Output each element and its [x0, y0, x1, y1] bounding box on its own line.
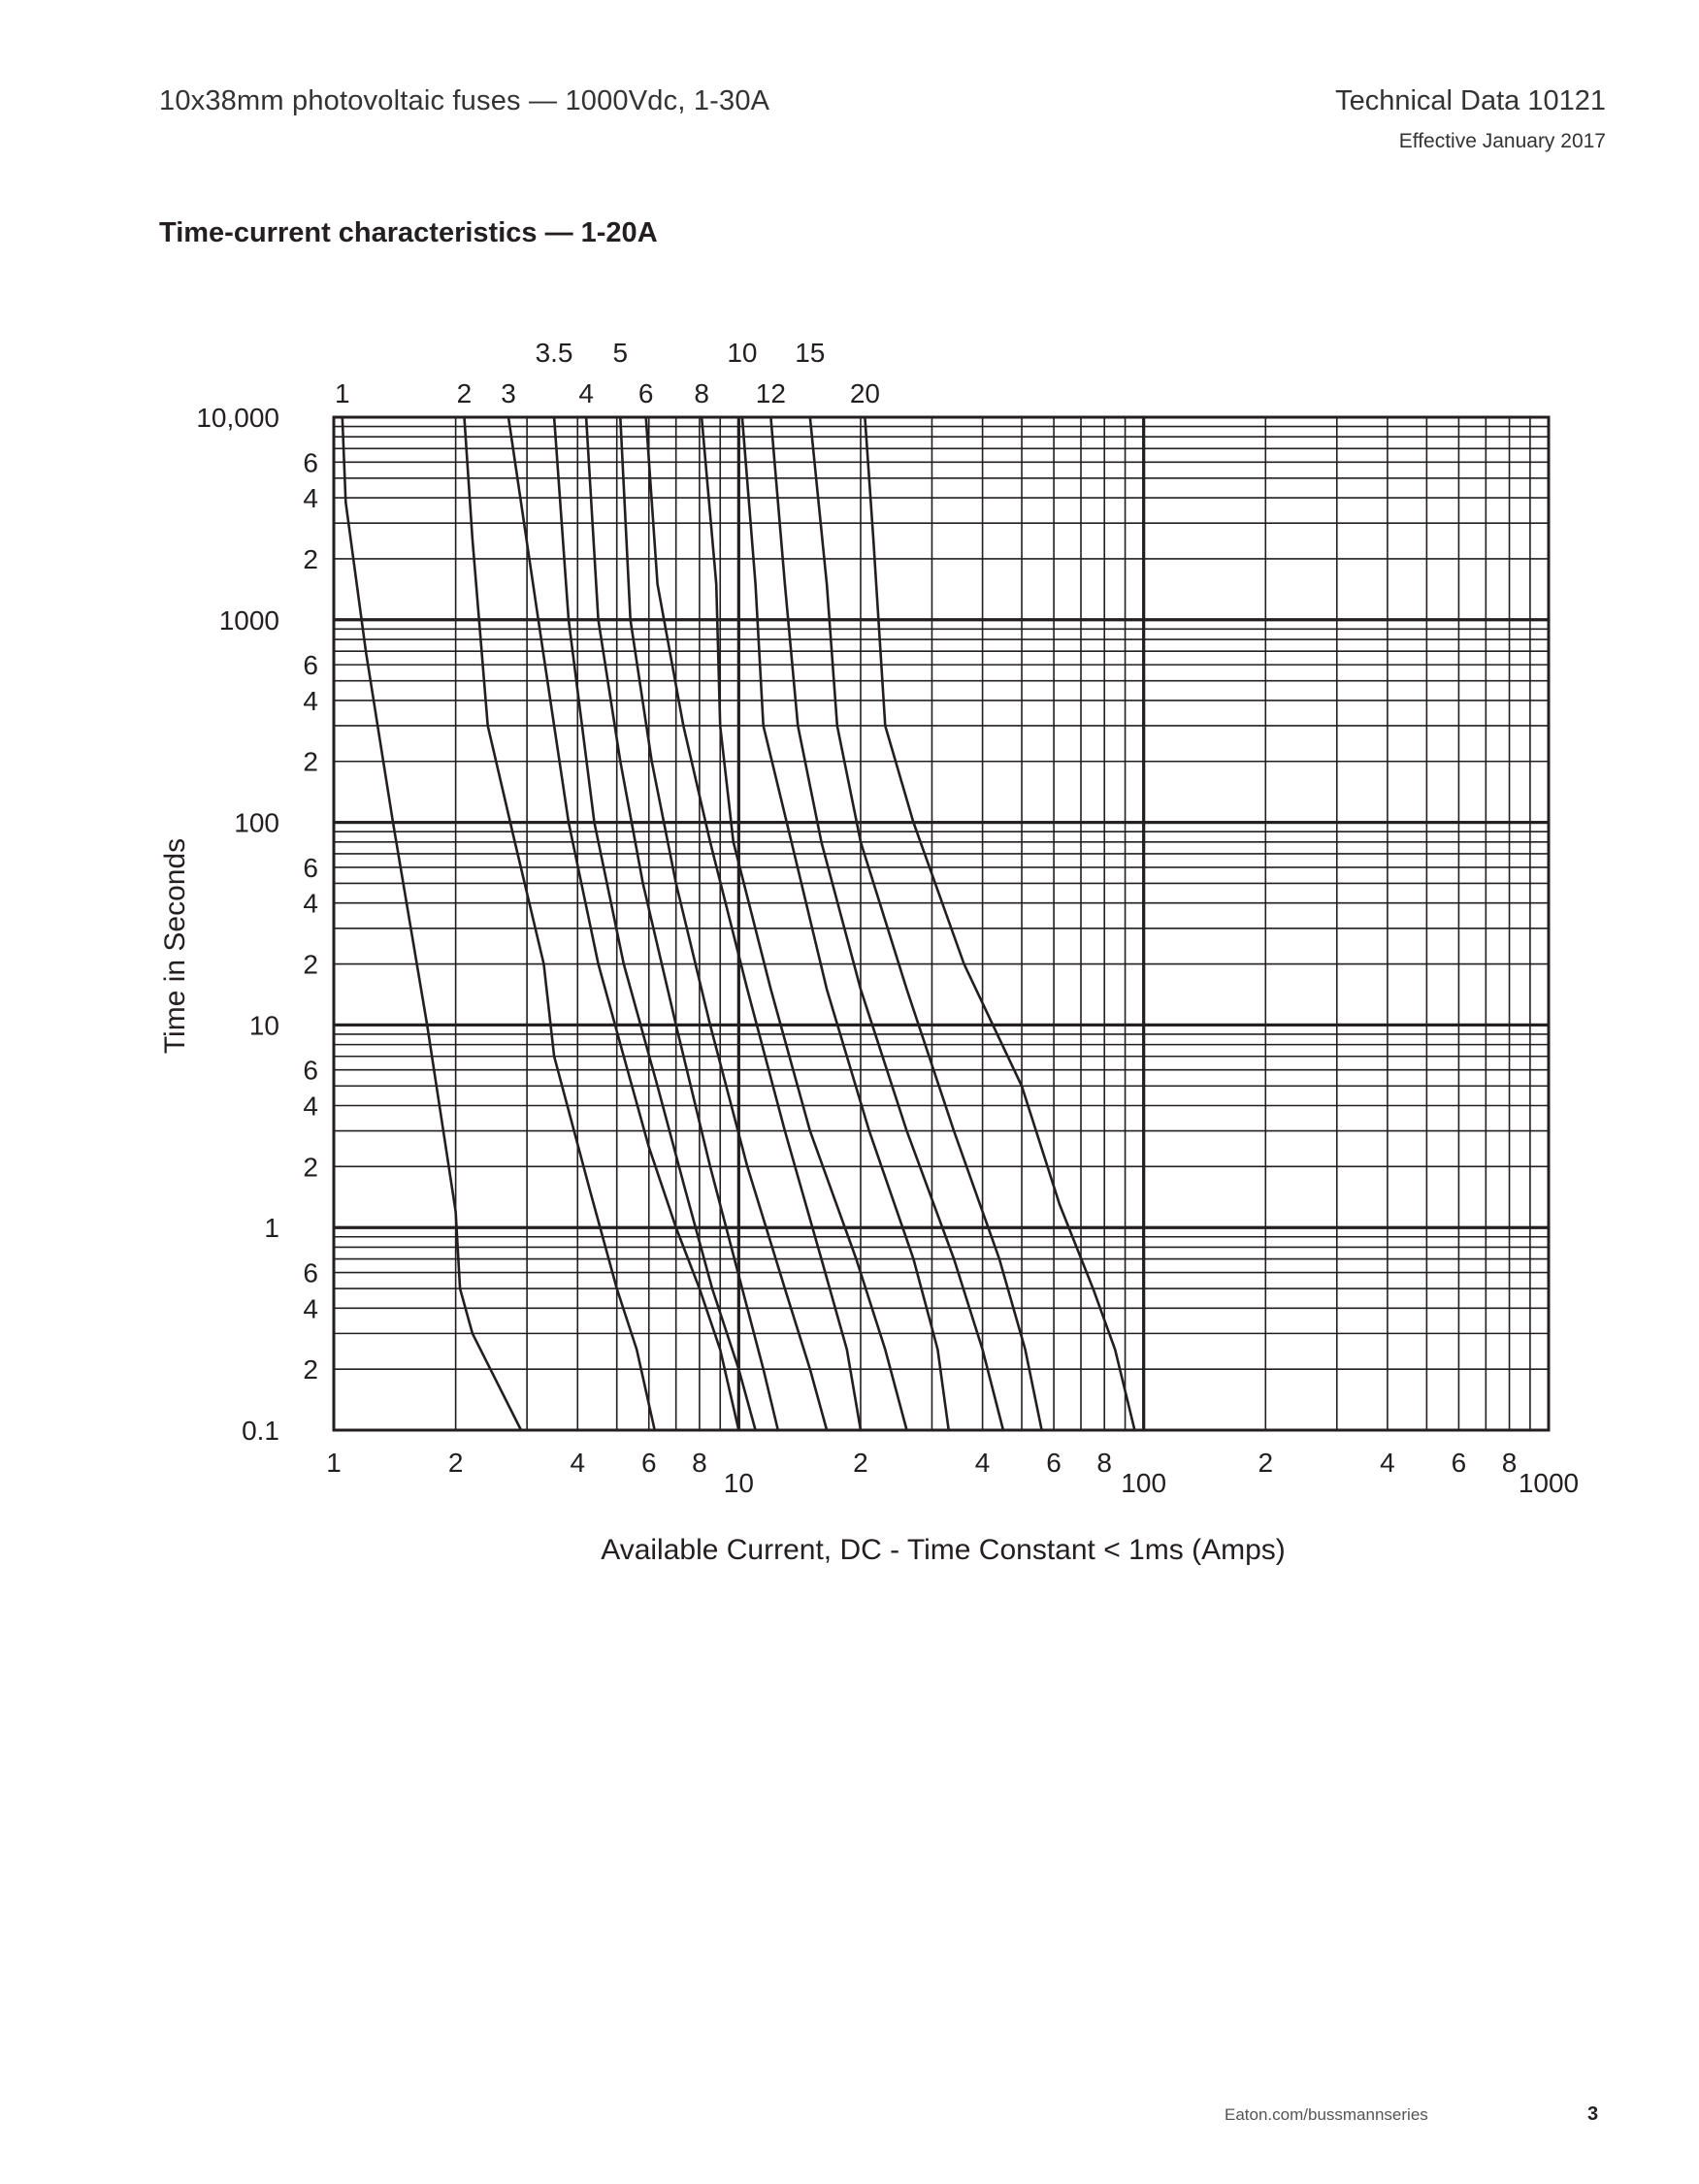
grid-lines: [334, 417, 1549, 1430]
fuse-curve-20a: [865, 417, 1134, 1430]
y-axis-title: Time in Seconds: [159, 837, 191, 1055]
x-major-tick-label: 100: [1121, 1468, 1167, 1498]
fuse-curve-15a: [810, 417, 1042, 1430]
fuse-curve-10a: [742, 417, 949, 1430]
curve-rating-label: 1: [335, 378, 350, 408]
y-minor-tick-label: 2: [303, 1152, 318, 1183]
x-minor-tick-label: 8: [1501, 1448, 1518, 1478]
fuse-curve-1a: [343, 417, 521, 1430]
y-minor-tick-label: 6: [303, 447, 318, 478]
footer-url[interactable]: Eaton.com/bussmannseries: [1225, 2105, 1428, 2124]
x-minor-tick-label: 2: [853, 1448, 868, 1478]
x-minor-tick-label: 6: [640, 1448, 657, 1478]
y-minor-tick-label: 2: [303, 949, 318, 980]
x-minor-tick-label: 6: [1046, 1448, 1062, 1478]
curve-rating-label: 6: [637, 378, 654, 408]
y-minor-tick-label: 2: [303, 543, 318, 574]
axis-labels: [159, 338, 1579, 1566]
fuse-curve-3_5a: [554, 417, 756, 1430]
y-minor-tick-label: 4: [303, 888, 318, 919]
curve-rating-label: 15: [795, 338, 826, 368]
x-minor-tick-label: 4: [570, 1448, 586, 1478]
document-title: 10x38mm photovoltaic fuses — 1000Vdc, 1-30A: [159, 85, 770, 116]
x-major-tick-label: 1: [326, 1448, 342, 1478]
curve-rating-label: 12: [755, 378, 786, 408]
y-minor-tick-label: 4: [303, 685, 318, 716]
y-minor-tick-label: 4: [303, 1293, 318, 1324]
y-minor-tick-label: 2: [303, 1354, 318, 1385]
curve-rating-label: 8: [694, 378, 709, 408]
x-axis-title: Available Current, DC - Time Constant < 1ms (Amps): [601, 1534, 1286, 1566]
technical-data-number: Technical Data 10121: [1335, 85, 1606, 116]
page-number: 3: [1587, 2103, 1599, 2125]
y-minor-tick-label: 6: [303, 1055, 318, 1086]
plot-frame: [334, 417, 1549, 1430]
y-minor-tick-label: 6: [303, 852, 318, 883]
y-major-tick-label: 10: [248, 1010, 279, 1041]
curve-rating-label: 4: [578, 378, 594, 408]
section-title: Time-current characteristics — 1-20A: [159, 217, 658, 248]
curve-rating-label: 20: [849, 378, 881, 408]
curve-rating-label: 5: [612, 338, 629, 368]
x-minor-tick-label: 2: [447, 1448, 464, 1478]
fuse-curve-3a: [508, 417, 738, 1430]
x-minor-tick-label: 8: [692, 1448, 707, 1478]
y-major-tick-label: 1: [264, 1213, 279, 1244]
y-major-tick-label: 100: [234, 807, 279, 838]
x-minor-tick-label: 8: [1096, 1448, 1113, 1478]
x-major-tick-label: 1000: [1518, 1468, 1580, 1498]
x-minor-tick-label: 4: [1380, 1448, 1395, 1478]
effective-date: Effective January 2017: [1398, 130, 1606, 152]
y-minor-tick-label: 4: [303, 483, 318, 514]
curve-rating-label: 2: [456, 378, 473, 408]
curve-rating-label: 3: [501, 378, 516, 408]
y-minor-tick-label: 6: [303, 650, 318, 681]
y-minor-tick-label: 6: [303, 1257, 318, 1288]
y-major-tick-label: 10,000: [196, 403, 279, 433]
y-major-tick-label: 0.1: [242, 1416, 279, 1446]
curve-rating-label: 3.5: [535, 338, 573, 368]
x-minor-tick-label: 4: [974, 1448, 991, 1478]
y-minor-tick-label: 4: [303, 1091, 318, 1122]
x-minor-tick-label: 6: [1451, 1448, 1467, 1478]
y-major-tick-label: 1000: [218, 604, 279, 636]
curve-rating-label: 10: [727, 338, 758, 368]
y-minor-tick-label: 2: [303, 746, 318, 777]
x-major-tick-label: 10: [723, 1468, 754, 1498]
fuse-curve-2a: [465, 417, 655, 1430]
x-minor-tick-label: 2: [1258, 1448, 1274, 1478]
